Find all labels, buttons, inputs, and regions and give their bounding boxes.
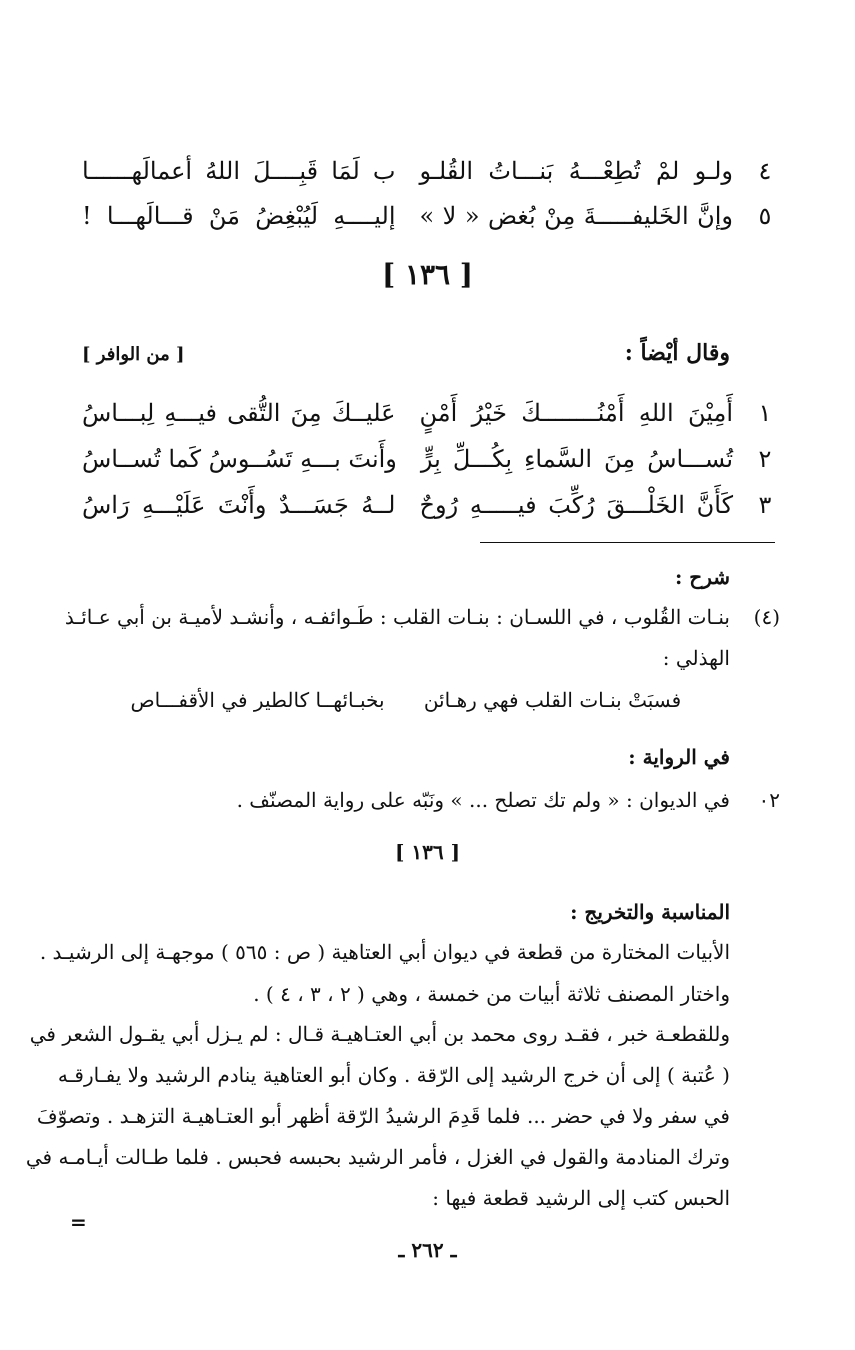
riwaya-text: في الديوان : « ولم تك تصلح ... » ونَبّه على رواية المصنّف . xyxy=(236,788,730,812)
continuation-mark: = xyxy=(70,1210,87,1234)
note-number: (٤) xyxy=(753,605,780,629)
note-line: الهذلي : xyxy=(662,646,730,670)
verse-second-hemistich: ب لَمَا قَبِــــلَ اللهُ أعمالَهــــــا xyxy=(82,157,396,185)
verse-row xyxy=(70,438,785,480)
verse-number: ٣ xyxy=(758,491,772,519)
paragraph-line: الأبيات المختارة من قطعة في ديوان أبي العتاهية ( ص : ٥٦٥ ) موجهـة إلى الرشيـد . xyxy=(39,940,730,964)
paragraph-line: واختار المصنف ثلاثة أبيات من خمسة ، وهي ( ٢ ، ٣ ، ٤ ) . xyxy=(253,982,730,1006)
verse-first-hemistich: كَأَنَّ الخَلْـــقَ رُكِّبَ فيـــــهِ رُوحٌ xyxy=(419,491,733,519)
verse-first-hemistich: أَمِيْنَ اللهِ أَمْنُــــــــكَ خَيْرُ أَمْنٍ xyxy=(419,399,733,427)
section-number-repeat: [ ١٣٦ ] xyxy=(394,840,461,864)
page-number: ـ ٢٦٢ ـ xyxy=(398,1238,457,1262)
verse-second-hemistich: وأَنتَ بـــهِ تَسُــوسُ كَما تُســاسُ xyxy=(82,445,397,473)
verse-second-hemistich: لــهُ جَسَـــدٌ وأَنْتَ عَلَيْـــهِ رَاسُ xyxy=(82,491,396,519)
verse-first-hemistich: وإنَّ الخَليفـــــةَ مِنْ بُغض « لا » xyxy=(419,202,733,230)
takhrij-label: المناسبة والتخريج : xyxy=(570,900,730,924)
riwaya-number: ٠٢ xyxy=(758,788,780,812)
cited-first-hemistich: فسبَتْ بنـات القلب فهي رهـائن xyxy=(423,688,682,712)
verse-number: ١ xyxy=(758,399,772,427)
verse-second-hemistich: إليــــهِ لَيُبْغِضُ مَنْ قـــالَهـــا ! xyxy=(82,202,396,230)
verse-number: ٤ xyxy=(758,157,772,185)
paragraph-line: وترك المنادمة والقول في الغزل ، فأمر الرشيد بحبسه فحبس . فلما طـالت أيـامـه في xyxy=(25,1145,730,1169)
verse-row xyxy=(70,195,785,237)
riwaya-label: في الرواية : xyxy=(628,745,730,769)
verse-row xyxy=(70,392,785,434)
commentary-label: شرح : xyxy=(674,565,730,589)
verse-second-hemistich: عَليــكَ مِنَ التُّقى فيـــهِ لِبـــاسُ xyxy=(82,399,396,427)
cited-second-hemistich: بخبـائهــا كالطير في الأقفـــاص xyxy=(130,688,385,712)
meter-label: [ من الوافر ] xyxy=(82,344,185,365)
footnote-divider xyxy=(480,542,775,543)
verse-row xyxy=(70,150,785,192)
poem-intro: وقال أيْضاً : xyxy=(624,340,730,366)
note-line: بنـات القُلوب ، في اللسـان : بنـات القلب : طَـوائفـه ، وأنشـد لأميـة بن أبي عـائـذ xyxy=(64,605,730,629)
verse-number: ٥ xyxy=(758,202,772,230)
paragraph-line: الحبس كتب إلى الرشيد قطعة فيها : xyxy=(432,1186,730,1210)
verse-first-hemistich: تُســـاسُ مِنَ السَّماءِ بِكُـــلِّ بِرٍّ xyxy=(420,445,733,473)
paragraph-line: ( عُتبة ) إلى أن خرج الرشيد إلى الرّقة . وكان أبو العتاهية ينادم الرشيد ولا يفـارقـه xyxy=(57,1063,730,1087)
cited-verse xyxy=(110,688,700,712)
paragraph-line: في سفر ولا في حضر ... فلما قَدِمَ الرشيدُ الرّقة أظهر أبو العتـاهيـة التزهـد . وتصوّفَ xyxy=(36,1104,730,1128)
paragraph-line: وللقطعـة خبر ، فقـد روى محمد بن أبي العتـاهيـة قـال : لم يـزل أبي يقـول الشعر في xyxy=(29,1022,730,1046)
section-number: [ ١٣٦ ] xyxy=(381,258,474,291)
verse-row xyxy=(70,484,785,526)
verse-first-hemistich: ولـو لمْ تُطِعْـــهُ بَنـــاتُ القُلـو xyxy=(419,157,733,185)
verse-number: ٢ xyxy=(758,445,772,473)
